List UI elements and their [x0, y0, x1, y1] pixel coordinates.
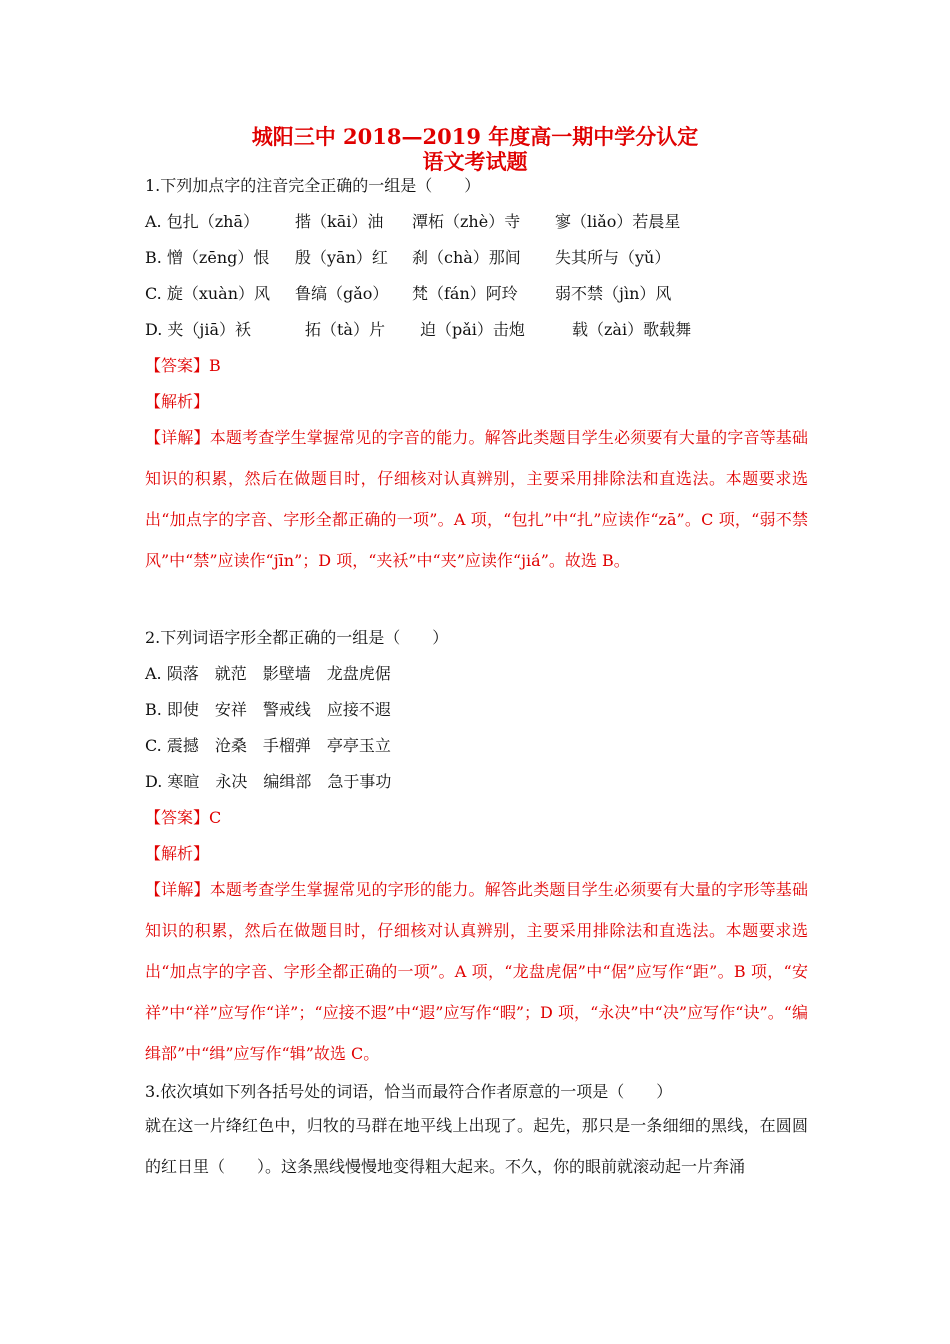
q1-option-c [145, 283, 671, 305]
q1-option-a [145, 211, 680, 233]
option-cell: 迫（pǎi）击炮 [420, 320, 525, 339]
option-cell: 拓（tà）片 [305, 320, 385, 339]
q2-analysis-label: 【解析】 [145, 844, 210, 863]
option-cell: 揩（kāi）油 [295, 212, 384, 231]
q2-option-c: C. 震撼 沧桑 手榴弹 亭亭玉立 [145, 736, 391, 755]
option-cell: 载（zài）歌载舞 [572, 320, 692, 339]
q2-stem: 2.下列词语字形全都正确的一组是（ ） [145, 628, 449, 647]
option-cell: 梵（fán）阿玲 [412, 284, 518, 303]
option-cell: 失其所与（yǔ） [555, 248, 671, 267]
q1-option-b [145, 247, 670, 269]
option-cell: A. 包扎（zhā） [145, 212, 260, 231]
q1-detail: 【详解】本题考查学生掌握常见的字音的能力。解答此类题目学生必须要有大量的字音等基础知识的积累，然后在做题目时，仔细核对认真辨别，主要采用排除法和直选法。本题要求选出“加点字的字音、字形全都正确的一项”。A 项，“包扎”中“扎”应读作“zā”。C 项，“弱不禁风”中“禁”应读作“jīn”；D 项，“夹袄”中“夹”应读作“jiá”。故选 B。 [145, 428, 808, 570]
q2-option-b: B. 即使 安祥 警戒线 应接不遐 [145, 700, 391, 719]
q1-analysis-label: 【解析】 [145, 392, 210, 411]
option-cell: D. 夹（jiā）袄 [145, 320, 252, 339]
option-cell: 鲁缟（gǎo） [295, 284, 389, 303]
option-cell: C. 旋（xuàn）风 [145, 284, 271, 303]
q1-answer: 【答案】B [145, 356, 221, 375]
option-cell: 弱不禁（jìn）风 [555, 284, 672, 303]
q3-stem: 3.依次填如下列各括号处的词语，恰当而最符合作者原意的一项是（ ） [145, 1082, 673, 1101]
q2-answer: 【答案】C [145, 808, 222, 827]
option-cell: 潭柘（zhè）寺 [412, 212, 521, 231]
q2-detail: 【详解】本题考查学生掌握常见的字形的能力。解答此类题目学生必须要有大量的字形等基础知识的积累，然后在做题目时，仔细核对认真辨别，主要采用排除法和直选法。本题要求选出“加点字的字音、字形全都正确的一项”。A 项，“龙盘虎倨”中“倨”应写作“距”。B 项，“安祥”中“祥”应写作“详”；“应接不遐”中“遐”应写作“暇”；D 项，“永决”中“决”应写作“诀”。“编缉部”中“缉”应写作“辑”故选 C。 [145, 880, 808, 1063]
exam-title: 城阳三中 2018—2019 年度高一期中学分认定 [251, 124, 699, 149]
exam-subtitle: 语文考试题 [422, 149, 528, 174]
option-cell: 寥（liǎo）若晨星 [555, 212, 681, 231]
q2-option-d: D. 寒暄 永决 编缉部 急于事功 [145, 772, 392, 791]
option-cell: 殷（yān）红 [295, 248, 388, 267]
q1-option-d [145, 319, 691, 341]
option-cell: B. 憎（zēng）恨 [145, 248, 270, 267]
option-cell: 刹（chà）那间 [412, 248, 521, 267]
q3-passage: 就在这一片绛红色中，归牧的马群在地平线上出现了。起先，那只是一条细细的黑线，在圆圆的红日里（ ）。这条黑线慢慢地变得粗大起来。不久，你的眼前就滚动起一片奔涌 [145, 1116, 808, 1176]
q1-stem: 1.下列加点字的注音完全正确的一组是（ ） [145, 176, 481, 195]
q2-option-a: A. 陨落 就范 影壁墙 龙盘虎倨 [145, 664, 391, 683]
